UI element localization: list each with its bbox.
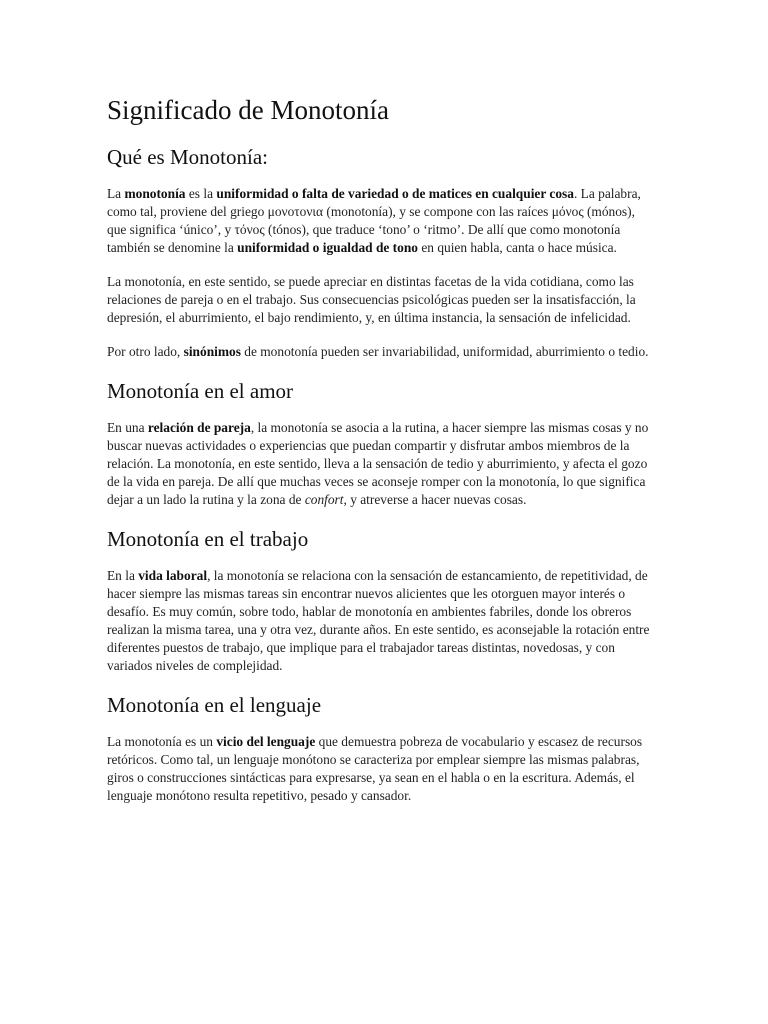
- text-run: En la: [107, 568, 139, 583]
- text-run: en quien habla, canta o hace música.: [417, 240, 617, 255]
- paragraph: [107, 419, 657, 509]
- text-run: de monotonía pueden ser invariabilidad, uniformidad, aburrimiento o tedio.: [240, 344, 649, 359]
- bold-term: uniformidad o falta de variedad o de matices en cualquier cosa: [216, 186, 574, 201]
- section-heading: Qué es Monotonía:: [107, 145, 268, 169]
- text-run: , la monotonía se relaciona con la sensación de estancamiento, de repetitividad, de hacer siempre las mismas tareas sin encontrar nuevos alicientes que les otorguen mayor interés o desafío. Es muy común, sobre todo, hablar de monotonía en ambientes fabriles, donde los obreros realizan la misma tarea, una y otra vez, durante años. En este sentido, es aconsejable la rotación entre diferentes puestos de trabajo, que implique para el trabajador tareas distintas, novedosas, y con variados niveles de complejidad.: [107, 568, 650, 673]
- bold-term: uniformidad o igualdad de tono: [237, 240, 418, 255]
- paragraph: [107, 733, 657, 805]
- text-run: es la: [185, 186, 217, 201]
- section-lenguaje: [107, 691, 657, 805]
- paragraph: [107, 185, 657, 257]
- section-heading: Monotonía en el amor: [107, 379, 294, 403]
- text-run: En una: [107, 420, 148, 435]
- text-run: La monotonía, en este sentido, se puede apreciar en distintas facetas de la vida cotidiana, como las relaciones de pareja o en el trabajo. Sus consecuencias psicológicas pueden ser la insatisfacción, la depresión, el aburrimiento, el bajo rendimiento, y, en última instancia, la sensación de infelicidad.: [107, 274, 636, 325]
- text-run: , la monotonía se asocia a la rutina, a hacer siempre las mismas cosas y no buscar nuevas actividades o experiencias que puedan compartir y disfrutar ambos miembros de la relación. La monotonía, en este sentido, lleva a la sensación de tedio y aburrimiento, y afecta el gozo de la vida en pareja. De allí que muchas veces se aconseje romper con la monotonía, lo que significa dejar a un lado la rutina y la zona de: [107, 420, 649, 507]
- text-run: La monotonía es un: [107, 734, 217, 749]
- section-heading: Monotonía en el lenguaje: [107, 693, 322, 717]
- bold-term: vicio del lenguaje: [216, 734, 316, 749]
- bold-term: vida laboral: [138, 568, 208, 583]
- document-page: [107, 93, 657, 821]
- page-title: Significado de Monotonía: [107, 95, 389, 125]
- italic-term: confort: [304, 492, 344, 507]
- section-trabajo: [107, 525, 657, 675]
- paragraph: [107, 343, 657, 361]
- section-amor: [107, 377, 657, 509]
- paragraph: [107, 567, 657, 675]
- bold-term: relación de pareja: [147, 420, 251, 435]
- text-run: Por otro lado,: [107, 344, 184, 359]
- paragraph: [107, 273, 657, 327]
- text-run: . La palabra, como tal, proviene del griego μονοτονια (monotonía), y se compone con las raíces μόνος (mónos), que significa ‘único’, y τόνος (tónos), que traduce ‘tono’ o ‘ritmo’. De allí que como monotonía también se denomine la: [107, 186, 641, 255]
- text-run: que demuestra pobreza de vocabulario y escasez de recursos retóricos. Como tal, un lenguaje monótono se caracteriza por emplear siempre las mismas palabras, giros o construcciones sintácticas para expresarse, ya sean en el habla o en la escritura. Además, el lenguaje monótono resulta repetitivo, pesado y cansador.: [107, 734, 643, 803]
- bold-term: monotonía: [124, 186, 186, 201]
- section-heading: Monotonía en el trabajo: [107, 527, 309, 551]
- section-que-es: [107, 143, 657, 361]
- text-run: La: [107, 186, 125, 201]
- bold-term: sinónimos: [183, 344, 241, 359]
- text-run: , y atreverse a hacer nuevas cosas.: [343, 492, 527, 507]
